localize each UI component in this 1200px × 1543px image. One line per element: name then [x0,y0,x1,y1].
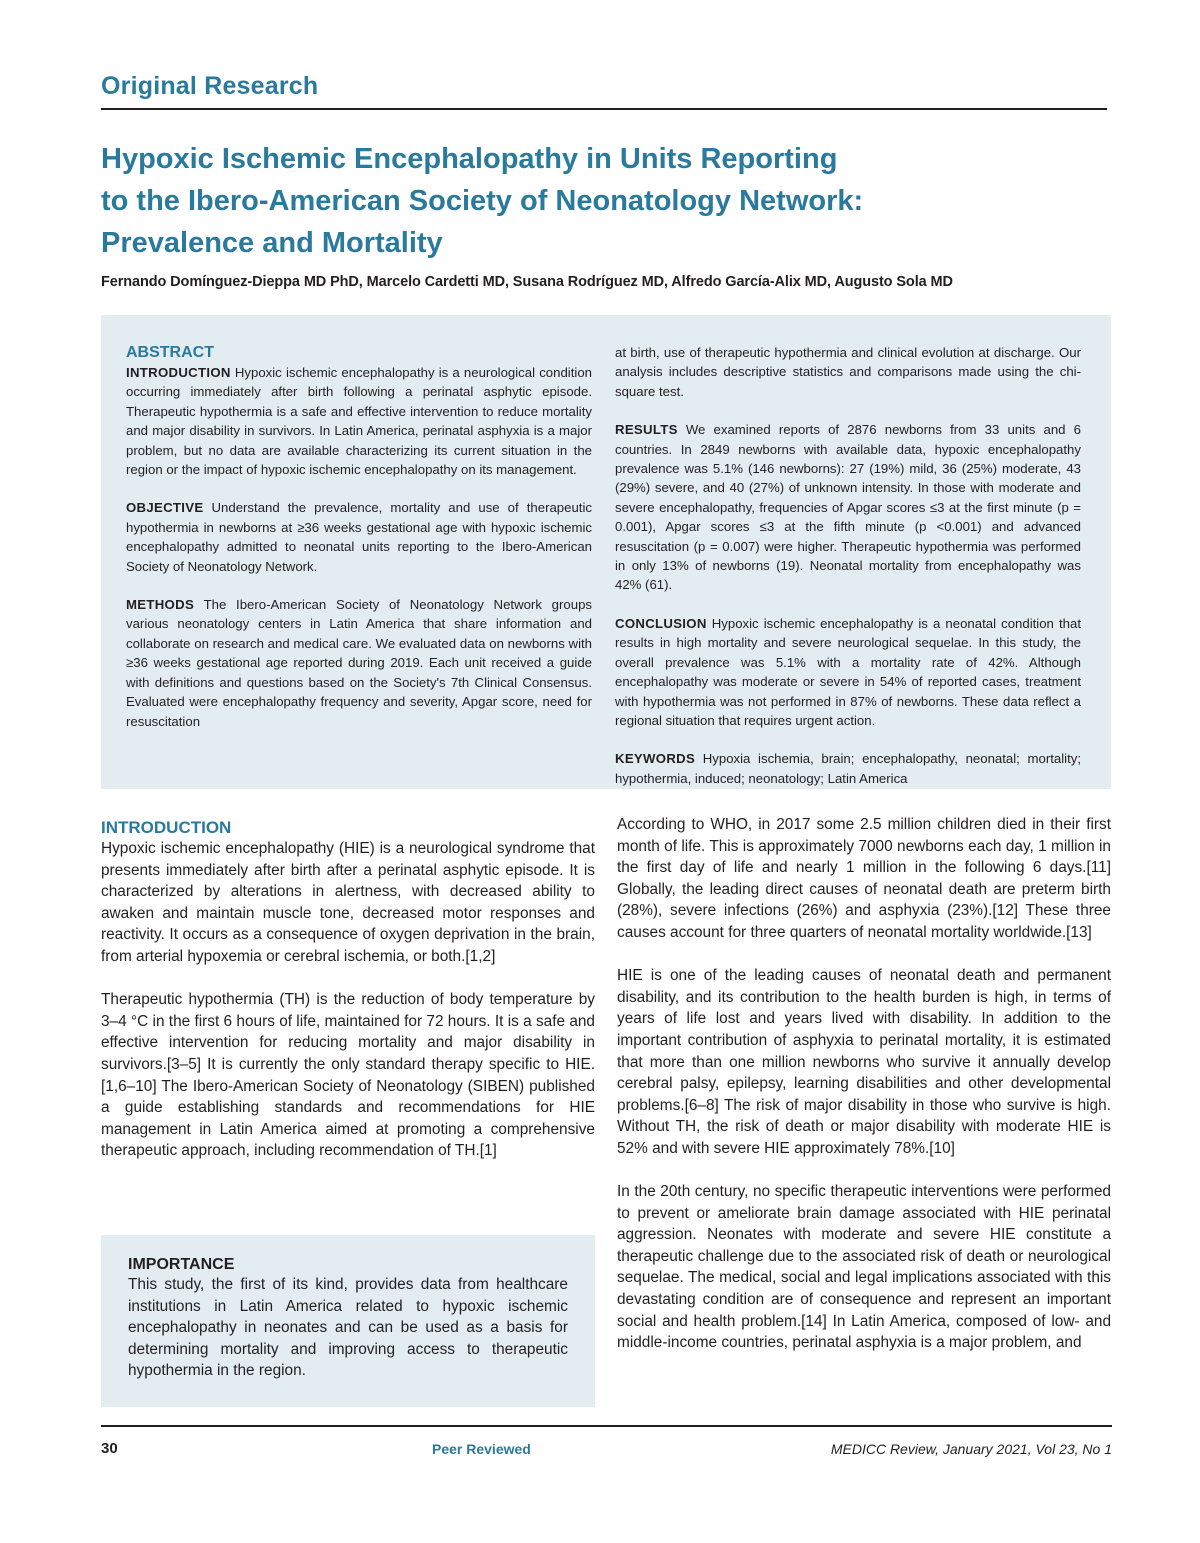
abstract-label: KEYWORDS [615,751,696,767]
abstract-box [101,315,1111,789]
abstract-right-column [615,343,1081,807]
abstract-text: Hypoxia ischemia, brain; encephalopathy, neonatal; mortality; hypothermia, induced; neonatology; Latin America [615,751,1081,786]
abstract-text: Hypoxic ischemic encephalopathy is a neurological condition occurring immediately after birth following a perinatal asphytic episode. Therapeutic hypothermia is a safe and effective intervention to reduce mortality and major disability in survivors. In Latin America, perinatal asphyxia is a major problem, but no data are available characterizing its current situation in the region or the impact of hypoxic ischemic encephalopathy on its management. [126,365,592,478]
section-label: Original Research [101,72,319,100]
abstract-introduction [126,363,592,479]
body-right-column [617,814,1111,1375]
importance-content [128,1255,568,1382]
body-paragraph: Therapeutic hypothermia (TH) is the reduction of body temperature by 3–4 °C in the first 6 hours of life, maintained for 72 hours. It is a safe and effective intervention for reducing mortality and major disability in survivors.[3–5] It is currently the only standard therapy specific to HIE.[1,6–10] The Ibero-American Society of Neonatology (SIBEN) published a guide establishing standards and recommendations for HIE management in Latin America aimed at promoting a comprehensive therapeutic approach, including recommendation of TH.[1] [101,991,595,1160]
importance-heading: IMPORTANCE [128,1256,235,1273]
title-line: Prevalence and Mortality [101,227,443,259]
abstract-methods [126,595,592,731]
abstract-left-column [126,343,592,750]
author-list: Fernando Domínguez-Dieppa MD PhD, Marcelo Cardetti MD, Susana Rodríguez MD, Alfredo García-Alix MD, Augusto Sola MD [101,274,953,290]
body-paragraph: According to WHO, in 2017 some 2.5 million children died in their first month of life. This is approximately 7000 newborns each day, 1 million in the first day of life and nearly 1 million in the following 6 days.[11] Globally, the leading direct causes of neonatal death are preterm birth (28%), severe infections (26%) and asphyxia (23%).[12] These three causes account for three quarters of neonatal mortality worldwide.[13] [617,816,1111,941]
introduction-heading: INTRODUCTION [101,818,232,837]
abstract-text: We examined reports of 2876 newborns from 33 units and 6 countries. In 2849 newborns with available data, hypoxic encephalopathy prevalence was 5.1% (146 newborns): 27 (19%) mild, 36 (25%) moderate, 43 (29%) severe, and 40 (27%) of unknown intensity. In those with moderate and severe encephalopathy, frequencies of Apgar scores ≤3 at the first minute (p = 0.001), Apgar scores ≤3 at the fifth minute (p <0.001) and advanced resuscitation (p = 0.007) were higher. Therapeutic hypothermia was performed in only 13% of newborns (19). Neonatal mortality from encephalopathy was 42% (61). [615,422,1081,593]
abstract-heading: ABSTRACT [126,344,214,361]
title-line: Hypoxic Ischemic Encephalopathy in Units Reporting [101,143,838,175]
abstract-text: Understand the prevalence, mortality and use of therapeutic hypothermia in newborns at ≥36 weeks gestational age with hypoxic ischemic encephalopathy admitted to neonatal units reporting to the Ibero-American Society of Neonatology Network. [126,500,592,574]
body-paragraph: Hypoxic ischemic encephalopathy (HIE) is a neurological syndrome that presents immediately after birth after a perinatal asphytic episode. It is characterized by alterations in alertness, with decreased ability to awaken and maintain muscle tone, decreased motor responses and reactivity. It occurs as a consequence of oxygen deprivation in the brain, from arterial hypoxemia or cerebral ischemia, or both.[1,2] [101,840,595,965]
body-paragraph: HIE is one of the leading causes of neonatal death and permanent disability, and its contribution to the health burden is high, in terms of years of life lost and years lived with disability. In addition to the important contribution of asphyxia to perinatal mortality, it is estimated that more than one million newborns who survive it annually develop cerebral palsy, epilepsy, learning disabilities and other developmental problems.[6–8] The risk of major disability in those who survive is high. Without TH, the risk of death or major disability with moderate HIE is 52% and with severe HIE approximately 78%.[10] [617,967,1111,1157]
abstract-text: The Ibero-American Society of Neonatology Network groups various neonatology centers in Latin America that share information and collaborate on research and medical care. We evaluated data on newborns with ≥36 weeks gestational age reported during 2019. Each unit received a guide with definitions and questions based on the Society's 7th Clinical Consensus. Evaluated were encephalopathy frequency and severity, Apgar score, need for resuscitation [126,597,592,729]
peer-reviewed-label: Peer Reviewed [432,1441,531,1457]
abstract-label: CONCLUSION [615,615,707,631]
abstract-label: METHODS [126,597,195,613]
abstract-label: INTRODUCTION [126,365,231,380]
abstract-text: Hypoxic ischemic encephalopathy is a neonatal condition that results in high mortality and severe neurological sequelae. In this study, the overall prevalence was 5.1% with a mortality rate of 42%. Although encephalopathy was moderate or severe in 54% of reported cases, treatment with hypothermia was not performed in 87% of newborns. These data reflect a regional situation that requires urgent action. [615,615,1081,728]
body-left-column [101,818,595,1184]
importance-text: This study, the first of its kind, provides data from healthcare institutions in Latin America related to hypoxic ischemic encephalopathy in neonates and can be used as a basis for determining mortality and improving access to therapeutic hypothermia in the region. [128,1276,568,1380]
body-paragraph: In the 20th century, no specific therapeutic interventions were performed to prevent or ameliorate brain damage associated with HIE perinatal aggression. Neonates with moderate and severe HIE constitute a therapeutic challenge due to the associated risk of death or neurological sequelae. The medical, social and legal implications associated with this devastating condition are of consequence and represent an important social and health problem.[14] In Latin America, composed of low- and middle-income countries, perinatal asphyxia is a major problem, and [617,1183,1111,1352]
title-line: to the Ibero-American Society of Neonatology Network: [101,185,864,217]
importance-box [101,1235,595,1407]
abstract-conclusion [615,614,1081,730]
top-divider [101,108,1107,110]
abstract-label: OBJECTIVE [126,500,204,516]
abstract-objective [126,498,592,576]
page-number: 30 [101,1440,118,1457]
article-title [101,138,1101,264]
abstract-label: RESULTS [615,422,678,438]
abstract-results [615,420,1081,595]
abstract-keywords [615,749,1081,788]
bottom-divider [101,1425,1112,1427]
journal-reference: MEDICC Review, January 2021, Vol 23, No 1 [830,1441,1112,1457]
abstract-methods-continued: at birth, use of therapeutic hypothermia and clinical evolution at discharge. Our analysis includes descriptive statistics and comparisons made using the chi-square test. [615,345,1081,399]
